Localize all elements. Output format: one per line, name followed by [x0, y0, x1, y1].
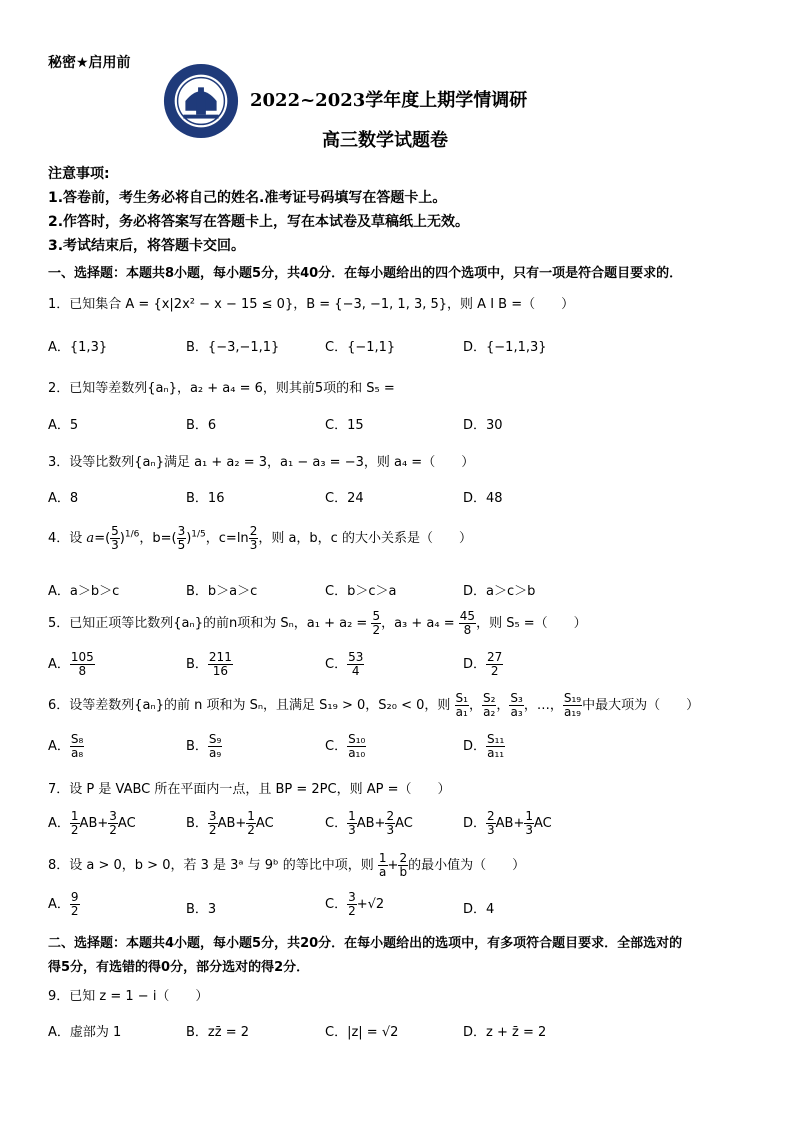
q4-prefix: 4．设: [48, 531, 83, 546]
q4-option-a[interactable]: A．a＞b＞c: [48, 584, 120, 599]
q6-stem: 6．设等差数列{aₙ}的前 n 项和为 Sₙ，且满足 S₁₉ > 0，S₂₀ < 0，则: [48, 698, 451, 713]
q2-option-a[interactable]: A．5: [48, 418, 79, 433]
q4-option-d[interactable]: D．a＞c＞b: [463, 584, 536, 599]
q3-option-a[interactable]: A．8: [48, 491, 79, 506]
section-2-heading: 二、选择题：本题共4小题，每小题5分，共20分．在每小题给出的选项中，有多项符合题目要求．全部选对的: [48, 936, 683, 951]
q9-option-c[interactable]: C．|z| = √2: [325, 1025, 399, 1040]
q8-stem: 8．设 a > 0，b > 0，若 3 是 3ᵃ 与 9ᵇ 的等比中项，则: [48, 858, 374, 873]
q8-suffix: 的最小值为（ ）: [408, 858, 526, 873]
question-1: 1．已知集合 A = {x|2x² − x − 15 ≤ 0}，B = {−3, −1, 1, 3, 5}，则 A I B =（ ）: [48, 297, 575, 312]
q4-option-c[interactable]: C．b＞c＞a: [325, 584, 397, 599]
question-5: 5．已知正项等比数列{aₙ}的前n项和为 Sₙ，a₁ + a₂ = $\frac{5}{2}$ ，a₃ + a₄ = $\frac{45}{8}$ ，则 S₅ =（ ）: [48, 609, 587, 637]
q4-mid1: ，b=(: [139, 531, 177, 546]
q5-suffix: ，则 S₅ =（ ）: [476, 616, 587, 631]
q5-option-a[interactable]: A． $\frac{105}{8}$: [48, 650, 94, 678]
secret-label: 秘密★启用前: [48, 55, 131, 71]
q6-option-c[interactable]: C． $\frac{\text{S₁₀}}{\text{a₁₀}}$: [325, 732, 366, 760]
q2-option-b[interactable]: B．6: [186, 418, 217, 433]
q5-option-d[interactable]: D． $\frac{27}{2}$: [463, 650, 503, 678]
q7-option-c[interactable]: C． $\frac{1}{3}$ AB+ $\frac{2}{3}$ AC: [325, 809, 413, 837]
q2-option-c[interactable]: C．15: [325, 418, 364, 433]
q6-option-d[interactable]: D． $\frac{\text{S₁₁}}{\text{a₁₁}}$: [463, 732, 505, 760]
note-item: 2.作答时，务必将答案写在答题卡上，写在本试卷及草稿纸上无效。: [48, 214, 470, 230]
q6-suffix: 中最大项为（ ）: [582, 698, 700, 713]
q3-option-d[interactable]: D．48: [463, 491, 503, 506]
section-2-heading-cont: 得5分，有选错的得0分，部分选对的得2分．: [48, 960, 310, 975]
q1-option-b[interactable]: B．{−3,−1,1}: [186, 340, 280, 355]
q7-option-b[interactable]: B． $\frac{3}{2}$ AB+ $\frac{1}{2}$ AC: [186, 809, 274, 837]
section-1-heading: 一、选择题：本题共8小题，每小题5分，共40分．在每小题给出的四个选项中，只有一项是符合题目要求的．: [48, 266, 683, 281]
q4-mid2: ，c=ln: [205, 531, 249, 546]
q8-option-a[interactable]: A． $\frac{9}{2}$: [48, 890, 79, 918]
question-6: 6．设等差数列{aₙ}的前 n 项和为 Sₙ，且满足 S₁₉ > 0，S₂₀ < 0，则 $\frac{\text{S₁}}{\text{a₁}}$ ， $\frac{\text{S₂}}{\text{a₂}}$ ， $\frac{\text{S₃}}{\text{a₃}}$ ，…， $\frac{\text{S₁₉}}{\text{a₁₉}}$ 中最大项为（ ）: [48, 691, 700, 719]
q7-option-a[interactable]: A． $\frac{1}{2}$ AB+ $\frac{3}{2}$ AC: [48, 809, 136, 837]
q1-option-d[interactable]: D．{−1,1,3}: [463, 340, 547, 355]
q6-option-b[interactable]: B． $\frac{\text{S₉}}{\text{a₉}}$: [186, 732, 222, 760]
q5-stem: 5．已知正项等比数列{aₙ}的前n项和为 Sₙ，a₁ + a₂ =: [48, 616, 368, 631]
note-item: 3.考试结束后，将答题卡交回。: [48, 238, 246, 254]
note-item: 1.答卷前，考生务必将自己的姓名.准考证号码填写在答题卡上。: [48, 190, 447, 206]
question-2: 2．已知等差数列{aₙ}，a₂ + a₄ = 6，则其前5项的和 S₅ =: [48, 381, 395, 396]
q4-option-b[interactable]: B．b＞a＞c: [186, 584, 258, 599]
q7-option-d[interactable]: D． $\frac{2}{3}$ AB+ $\frac{1}{3}$ AC: [463, 809, 552, 837]
question-3: 3．设等比数列{aₙ}满足 a₁ + a₂ = 3，a₁ − a₃ = −3，则 a₄ =（ ）: [48, 455, 475, 470]
q8-option-b[interactable]: B．3: [186, 902, 217, 917]
exam-title: 2022~2023学年度上期学情调研: [250, 90, 528, 111]
exam-subtitle: 高三数学试题卷: [322, 130, 448, 151]
question-7: 7．设 P 是 VABC 所在平面内一点，且 BP = 2PC，则 AP =（ ）: [48, 782, 451, 797]
q3-option-b[interactable]: B．16: [186, 491, 225, 506]
q3-option-c[interactable]: C．24: [325, 491, 364, 506]
notes-heading: 注意事项:: [48, 166, 110, 182]
q5-mid: ，a₃ + a₄ =: [381, 616, 455, 631]
q8-option-d[interactable]: D．4: [463, 902, 495, 917]
q8-option-c[interactable]: C． $\frac{3}{2}$ +√2: [325, 890, 385, 918]
q9-option-b[interactable]: B．zz̄ = 2: [186, 1025, 249, 1040]
school-logo: [162, 62, 240, 140]
q2-option-d[interactable]: D．30: [463, 418, 503, 433]
question-8: 8．设 a > 0，b > 0，若 3 是 3ᵃ 与 9ᵇ 的等比中项，则 $\frac{1}{a}$ + $\frac{2}{b}$ 的最小值为（ ）: [48, 851, 526, 879]
question-4: 4．设 a=( $\frac{5}{3}$ )$^{1/6}$，b=( $\frac{3}{5}$ )$^{1/5}$，c=ln $\frac{2}{3}$ ，则 a，b，c 的大小关系是（ ）: [48, 524, 472, 552]
q5-option-c[interactable]: C． $\frac{53}{4}$: [325, 650, 364, 678]
q6-option-a[interactable]: A． $\frac{\text{S₈}}{\text{a₈}}$: [48, 732, 84, 760]
q1-option-a[interactable]: A．{1,3}: [48, 340, 108, 355]
q1-option-c[interactable]: C．{−1,1}: [325, 340, 396, 355]
q4-suffix: ，则 a，b，c 的大小关系是（ ）: [258, 531, 472, 546]
q9-option-d[interactable]: D．z + z̄ = 2: [463, 1025, 547, 1040]
question-9: 9．已知 z = 1 − i（ ）: [48, 989, 209, 1004]
q5-option-b[interactable]: B． $\frac{211}{16}$: [186, 650, 232, 678]
q9-option-a[interactable]: A．虚部为 1: [48, 1025, 122, 1040]
